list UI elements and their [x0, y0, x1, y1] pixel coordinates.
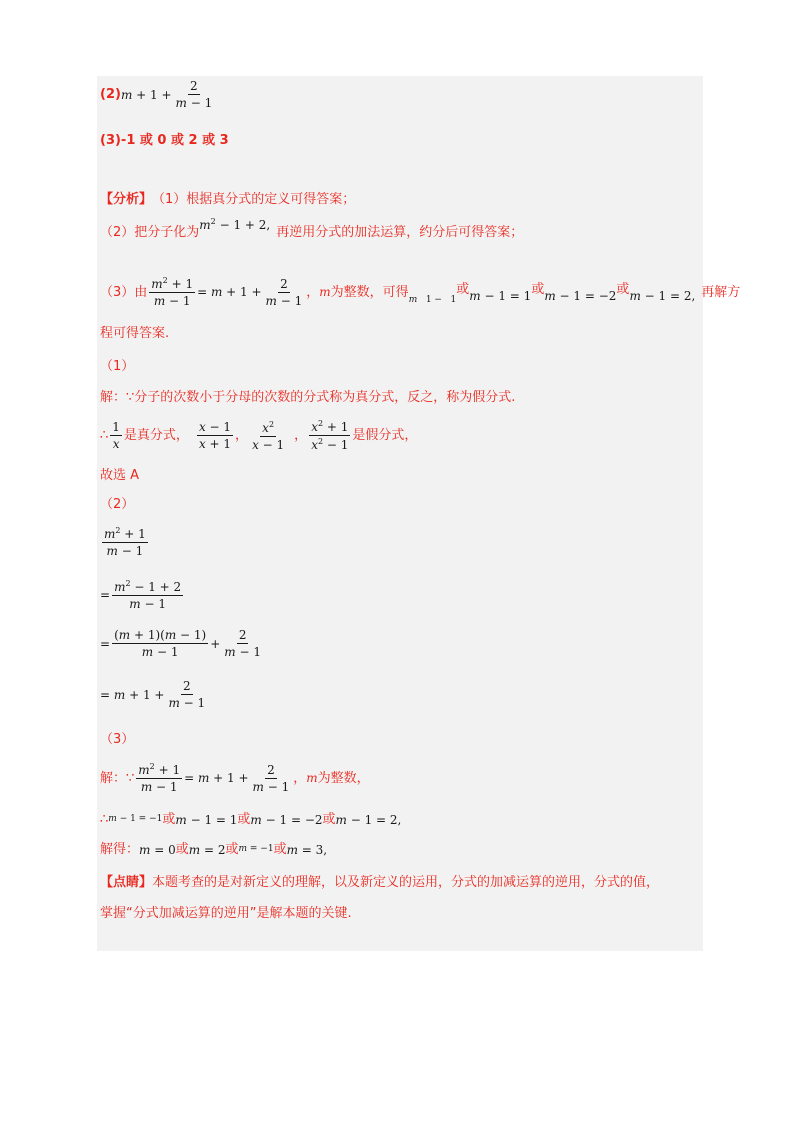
fraction: $\frac{x - 1}{x + 1}$	[198, 420, 232, 451]
part2-step-2: = $\frac{m^2 - 1 + 2}{m - 1}$	[100, 579, 182, 611]
analysis-line-3: （3）由 $\frac{m^2 + 1}{m - 1}$ = m + 1 + $\frac{2}{m - 1}$ ， m 为整数，可得 m 1 − 1 或 m − 1 = 1 或 m − 1 = −2 或 m − 1 = 2, 再解方	[100, 276, 741, 308]
fraction: $\frac{m^2 + 1}{m - 1}$	[138, 762, 181, 794]
part3-cases: ∴ m − 1 = −1 或 m − 1 = 1 或 m − 1 = −2 或 m − 1 = 2,	[100, 812, 402, 827]
formula: $m^2 - 1 + 2$,	[199, 217, 271, 232]
fraction: $\frac{2}{m - 1}$	[168, 679, 206, 710]
analysis-line-2: （2）把分子化为 $m^2 - 1 + 2$, 再逆用分式的加法运算，约分后可得答案；	[100, 217, 524, 240]
answer-2: (2) m + 1 + $\frac{2}{m - 1}$	[100, 79, 213, 110]
fraction: $\frac{2}{m - 1}$	[265, 276, 303, 308]
part1-label: （1）	[100, 359, 135, 374]
part3-solution: 解：∵ $\frac{m^2 + 1}{m - 1}$ = m + 1 + $\frac{2}{m - 1}$ ， m 为整数，	[100, 762, 370, 794]
answer-3: (3)-1 或 0 或 2 或 3	[100, 133, 229, 148]
fraction: $\frac{2}{m - 1}$	[224, 628, 261, 659]
part1-solution: 解：∵分子的次数小于分母的次数的分式称为真分式，反之，称为假分式.	[100, 390, 516, 405]
fraction: $\frac{2}{m - 1}$	[252, 762, 290, 794]
part3-label: （3）	[100, 732, 135, 747]
part2-step-3: = $\frac{(m + 1)(m - 1)}{m - 1}$ + $\frac{2}{m - 1}$	[100, 628, 261, 659]
fraction: $\frac{2}{m - 1}$	[175, 79, 213, 110]
fraction: $\frac{m^2 - 1 + 2}{m - 1}$	[114, 579, 182, 611]
part2-step-1	[100, 527, 150, 557]
part2-label: （2）	[100, 497, 135, 512]
part2-step-4: = m + 1 + $\frac{2}{m - 1}$	[100, 679, 206, 710]
analysis-line-1: 【分析】 （1）根据真分式的定义可得答案；	[100, 192, 356, 207]
part1-choice: 故选 A	[100, 468, 140, 483]
fraction: $\frac{(m + 1)(m - 1)}{m - 1}$	[114, 628, 207, 659]
fraction: $\frac{x^2}{x - 1}$	[252, 419, 285, 452]
fraction: $\frac{x^2 + 1}{x^2 - 1}$	[311, 419, 349, 452]
fraction: $\frac{1}{x}$	[112, 420, 120, 451]
fraction: $\frac{m^2 + 1}{m - 1}$	[104, 526, 146, 558]
comment-line-2: 掌握“分式加减运算的逆用”是解本题的关键.	[100, 906, 352, 921]
part3-result: 解得： m = 0 或 m = 2 或 m = −1 或 m = 3,	[100, 842, 328, 857]
formula: m + 1 +	[120, 87, 172, 102]
analysis-line-4: 程可得答案.	[100, 326, 170, 341]
part1-classification: ∴ $\frac{1}{x}$ 是真分式， $\frac{x - 1}{x + 1}$ ， $\frac{x^2}{x - 1}$ ， $\frac{x^2 + 1}{x^2 - 1}$ 是假分式，	[100, 419, 418, 452]
comment-line-1: 【点睛】 本题考查的是对新定义的理解，以及新定义的运用，分式的加减运算的逆用，分式的值，	[100, 875, 660, 890]
fraction: $\frac{m^2 + 1}{m - 1}$	[151, 276, 194, 308]
